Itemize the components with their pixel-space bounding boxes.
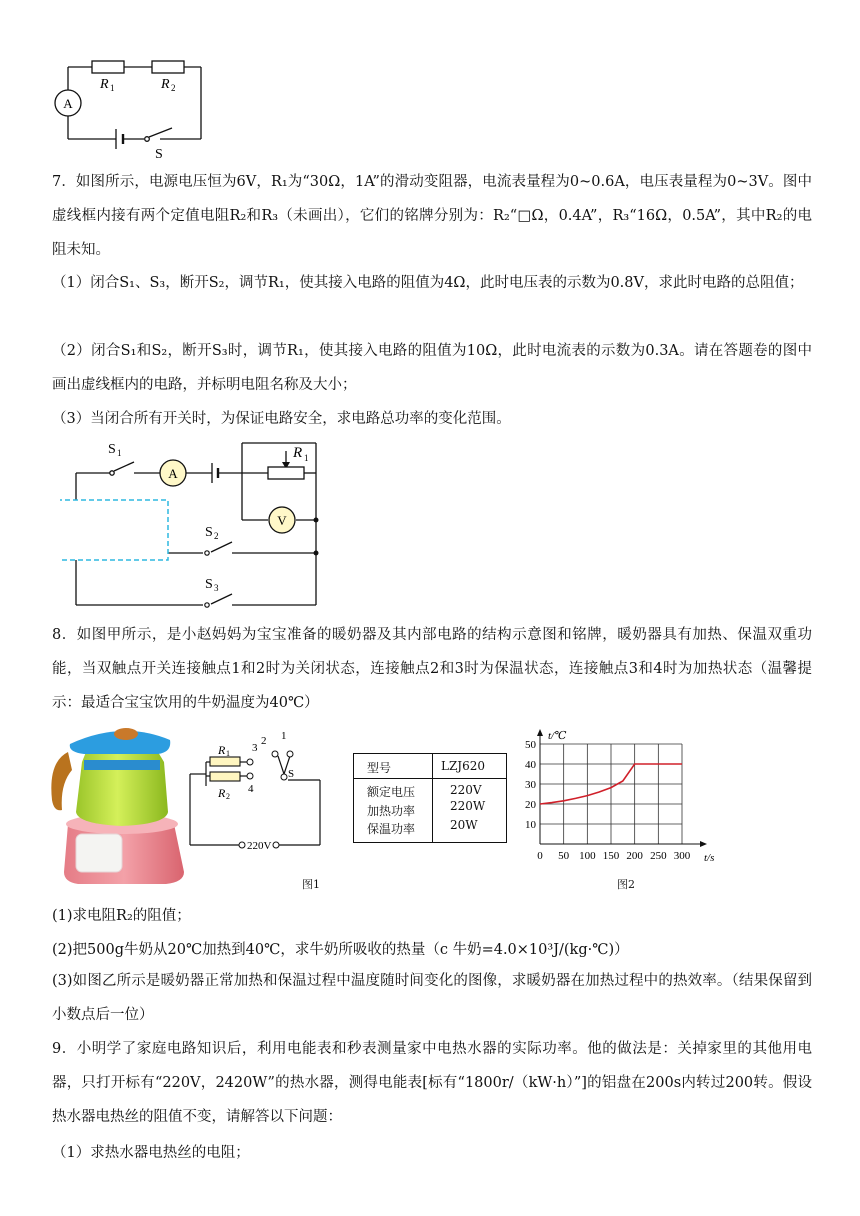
r1-label: R <box>100 77 109 92</box>
y-axis-arrow <box>537 729 543 736</box>
switch-s2-blade <box>211 542 232 552</box>
resistor-r1 <box>268 467 304 479</box>
x-axis-label: t/s <box>704 852 715 864</box>
resistor-r2 <box>152 61 184 73</box>
table-keepwarm-label: 保温功率 <box>367 822 416 836</box>
ammeter-label: A <box>63 96 73 111</box>
s3-label: S <box>205 577 213 592</box>
r1-label: R <box>293 445 303 461</box>
r2-label-sub: 2 <box>171 83 176 93</box>
q8-stem: 8．如图甲所示，是小赵妈妈为宝宝准备的暖奶器及其内部电路的结构示意图和铭牌，暖奶器具有加热、保温双重功能，当双触点开关连接触点1和2时为关闭状态，连接触点2和3时为保温状态，连接触点3和4时为加热状态（温馨提示：最适合宝宝饮用的牛奶温度为40℃） <box>52 627 812 711</box>
x-axis-arrow <box>700 841 707 847</box>
table-voltage-value: 220V <box>450 783 482 797</box>
nameplate-table <box>353 753 507 843</box>
r1-label-sub: 1 <box>226 749 230 758</box>
x-tick-label: 300 <box>673 850 691 862</box>
y-axis-label: t/℃ <box>548 730 567 742</box>
switch-blade <box>278 756 284 774</box>
s2-label: S <box>205 525 213 540</box>
y-tick-label: 30 <box>525 779 536 791</box>
y-tick-label: 50 <box>525 739 536 751</box>
y-tick-label: 20 <box>525 799 536 811</box>
r1-label-sub: 1 <box>110 83 115 93</box>
q7-part2: （2）闭合S₁和S₂，断开S₃时，调节R₁，使其接入电路的阻值为10Ω，此时电流表的示数为0.3A。请在答题卷的图中画出虚线框内的电路，并标明电阻名称及大小； <box>52 343 812 393</box>
q9-part1: （1）求热水器电热丝的电阻； <box>52 1145 250 1161</box>
table-model-value: LZJ620 <box>441 759 486 773</box>
fig2-caption: 图2 <box>617 878 635 891</box>
contact-4-label: 4 <box>248 783 254 795</box>
r2-label: R <box>161 77 170 92</box>
q8-part2: (2)把500g牛奶从20℃加热到40℃，求牛奶所吸收的热量（c 牛奶=4.0×10³J/(kg·℃)） <box>52 942 629 958</box>
x-tick-label: 150 <box>602 850 620 862</box>
switch-label: S <box>288 768 295 780</box>
y-tick-label: 10 <box>525 819 536 831</box>
table-keepwarm-value: 20W <box>450 818 478 832</box>
resistor-r1 <box>210 757 240 766</box>
resistor-r2 <box>210 772 240 781</box>
s1-label-sub: 1 <box>117 448 122 458</box>
switch-s3-blade <box>211 594 232 604</box>
table-model-label: 型号 <box>367 761 392 775</box>
y-tick-label: 40 <box>525 759 536 771</box>
contact-1-label: 1 <box>281 730 287 742</box>
warmer-circuit-diagram <box>184 728 334 853</box>
q7-part3: （3）当闭合所有开关时，为保证电路安全，求电路总功率的变化范围。 <box>52 411 511 427</box>
ammeter-label: A <box>168 466 178 481</box>
switch-s1-blade <box>114 462 134 471</box>
r2-label: R <box>218 786 226 800</box>
s2-label-sub: 2 <box>214 531 219 541</box>
x-tick-label: 200 <box>626 850 643 862</box>
q7-circuit-diagram <box>60 438 350 610</box>
r2-label-sub: 2 <box>226 792 230 801</box>
junction-dot <box>314 518 319 523</box>
junction-dot <box>314 551 319 556</box>
contact-3-label: 3 <box>252 742 258 754</box>
r1-label: R <box>218 743 226 757</box>
voltmeter-label: V <box>277 513 287 528</box>
s1-label: S <box>108 442 116 457</box>
x-tick-label: 0 <box>537 850 543 862</box>
temperature-time-chart <box>518 728 728 868</box>
resistor-r1 <box>92 61 124 73</box>
fig1-caption: 图1 <box>302 878 320 891</box>
table-voltage-label: 额定电压 <box>367 785 416 799</box>
switch-pivot <box>145 137 150 142</box>
q7-part1: （1）闭合S₁、S₃，断开S₂，调节R₁，使其接入电路的阻值为4Ω，此时电压表的示数为0.8V，求此时电路的总阻值； <box>52 275 804 291</box>
milk-warmer-image <box>46 722 194 888</box>
q9-stem: 9．小明学了家庭电路知识后，利用电能表和秒表测量家中电热水器的实际功率。他的做法是：关掉家里的其他用电器，只打开标有“220V，2420W”的热水器，测得电能表[标有“1800r/（kW·h）”]的铝盘在200s内转过200转。假设热水器电热丝的阻值不变，请解答以下问题： <box>52 1041 812 1125</box>
dashed-box <box>60 500 168 560</box>
s3-label-sub: 3 <box>214 583 219 593</box>
q8-part1: (1)求电阻R₂的阻值； <box>52 908 191 924</box>
table-heating-label: 加热功率 <box>367 804 416 818</box>
table-heating-value: 220W <box>450 799 486 813</box>
x-tick-label: 100 <box>579 850 596 862</box>
x-tick-label: 250 <box>650 850 667 862</box>
r1-label-sub: 1 <box>304 453 309 463</box>
switch-blade <box>149 128 172 137</box>
top-circuit-diagram <box>48 50 218 162</box>
q7-stem: 7．如图所示，电源电压恒为6V，R₁为“30Ω，1A”的滑动变阻器，电流表量程为0~0.6A，电压表量程为0~3V。图中虚线框内接有两个定值电阻R₂和R₃（未画出），它们的铭牌分别为：R₂“□Ω，0.4A”，R₃“16Ω，0.5A”，其中R₂的电阻未知。 <box>52 174 812 258</box>
switch-label: S <box>155 147 163 162</box>
supply-label: 220V <box>247 840 272 852</box>
contact-2-label: 2 <box>261 735 267 747</box>
q8-part3: (3)如图乙所示是暖奶器正常加热和保温过程中温度随时间变化的图像，求暖奶器在加热过程中的热效率。（结果保留到小数点后一位） <box>52 973 812 1023</box>
x-tick-label: 50 <box>558 850 570 862</box>
